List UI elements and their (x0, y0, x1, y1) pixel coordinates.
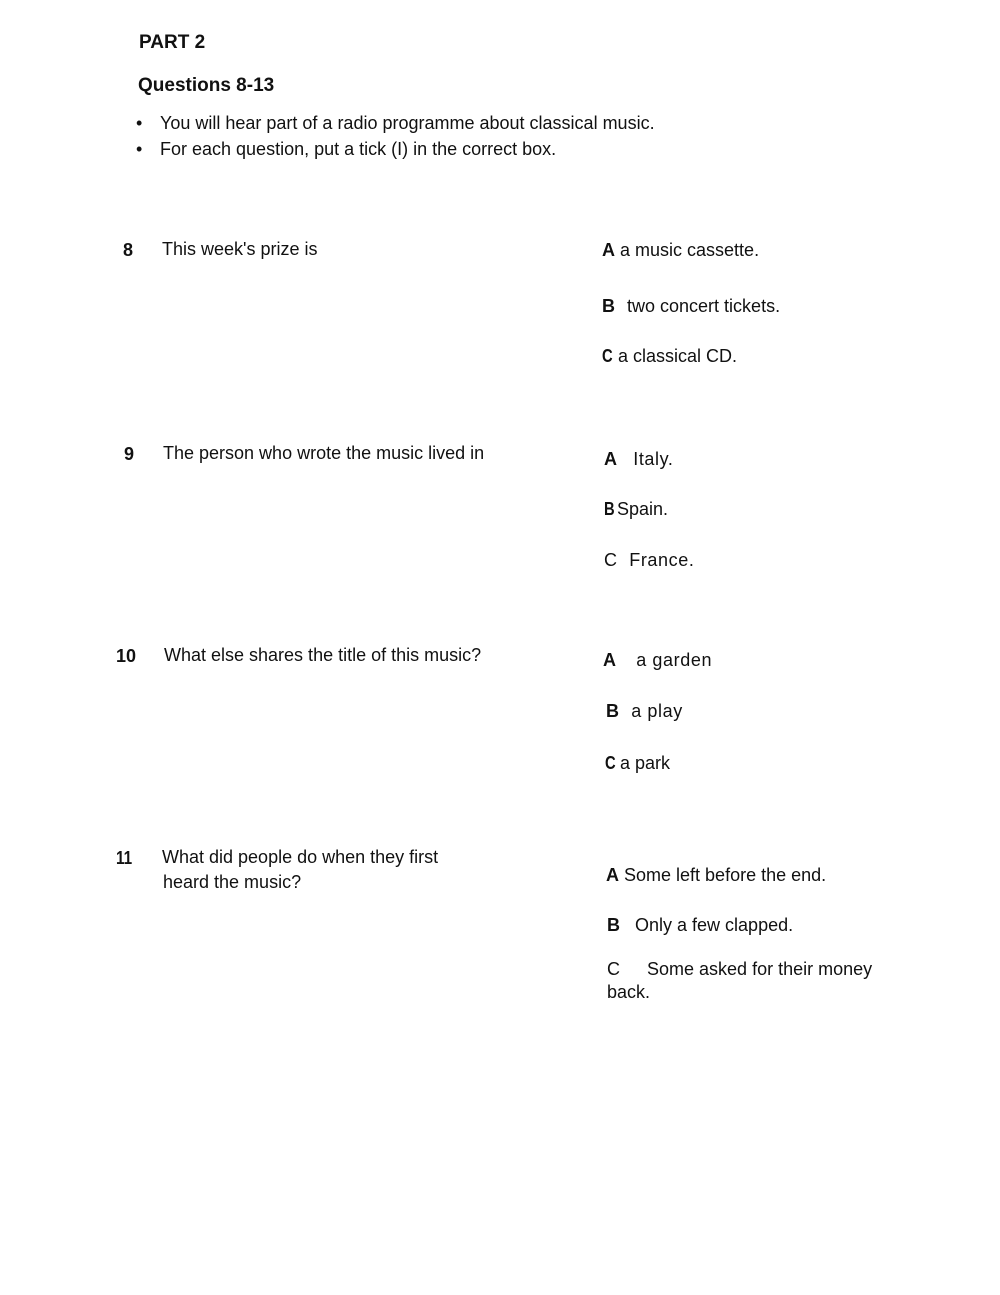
questions-title: Questions 8-13 (138, 75, 275, 96)
option-letter: C (607, 959, 620, 979)
answer-option[interactable] (605, 753, 670, 774)
question-text: What else shares the title of this music? (164, 645, 482, 665)
option-text: a play (631, 701, 683, 721)
option-letter: B (602, 296, 615, 316)
answer-option[interactable] (606, 701, 683, 722)
answer-option[interactable] (606, 865, 826, 886)
option-letter: A (604, 449, 618, 469)
bullet-icon: • (136, 113, 143, 133)
option-text: Italy. (633, 449, 674, 469)
option-text-continued: back. (607, 982, 651, 1002)
option-text: Some left before the end. (624, 865, 827, 885)
question-text: What did people do when they first (162, 847, 439, 867)
option-letter: A (606, 865, 619, 885)
answer-option[interactable] (602, 346, 737, 367)
instruction-item (136, 139, 556, 160)
answer-option[interactable] (604, 449, 674, 470)
option-text: a park (620, 753, 671, 773)
option-text: Spain. (617, 499, 669, 519)
option-letter: C (605, 753, 616, 773)
option-letter: A (602, 240, 615, 260)
option-text: France. (629, 550, 695, 570)
option-text: Only a few clapped. (635, 915, 794, 935)
option-text: two concert tickets. (627, 296, 781, 316)
instruction-text: For each question, put a tick (I) in the correct box. (160, 139, 557, 159)
option-letter: C (602, 346, 613, 366)
option-text: a classical CD. (618, 346, 738, 366)
instruction-text: You will hear part of a radio programme about classical music. (160, 113, 655, 133)
option-letter: B (607, 915, 620, 935)
question-text: The person who wrote the music lived in (163, 443, 485, 463)
option-text: a music cassette. (620, 240, 760, 260)
option-letter: B (606, 701, 620, 721)
bullet-icon: • (136, 139, 143, 159)
question-text: This week's prize is (162, 239, 318, 259)
question-number: 9 (124, 444, 135, 464)
question-number: 8 (123, 240, 134, 260)
option-text: a garden (636, 650, 713, 670)
part-title: PART 2 (139, 32, 206, 53)
question-text: heard the music? (163, 872, 302, 892)
option-letter: C (604, 550, 618, 570)
answer-option[interactable] (602, 296, 780, 317)
instruction-item (136, 113, 655, 134)
question-number: 11 (116, 848, 133, 868)
answer-option[interactable] (607, 959, 872, 980)
option-letter: B (604, 499, 615, 519)
option-text: Some asked for their money (647, 959, 873, 979)
answer-option[interactable] (604, 550, 694, 571)
answer-option[interactable] (602, 240, 759, 261)
answer-option[interactable] (607, 915, 793, 936)
option-letter: A (603, 650, 617, 670)
question-number: 10 (116, 646, 137, 666)
answer-option[interactable] (604, 499, 668, 520)
answer-option[interactable] (603, 650, 712, 671)
